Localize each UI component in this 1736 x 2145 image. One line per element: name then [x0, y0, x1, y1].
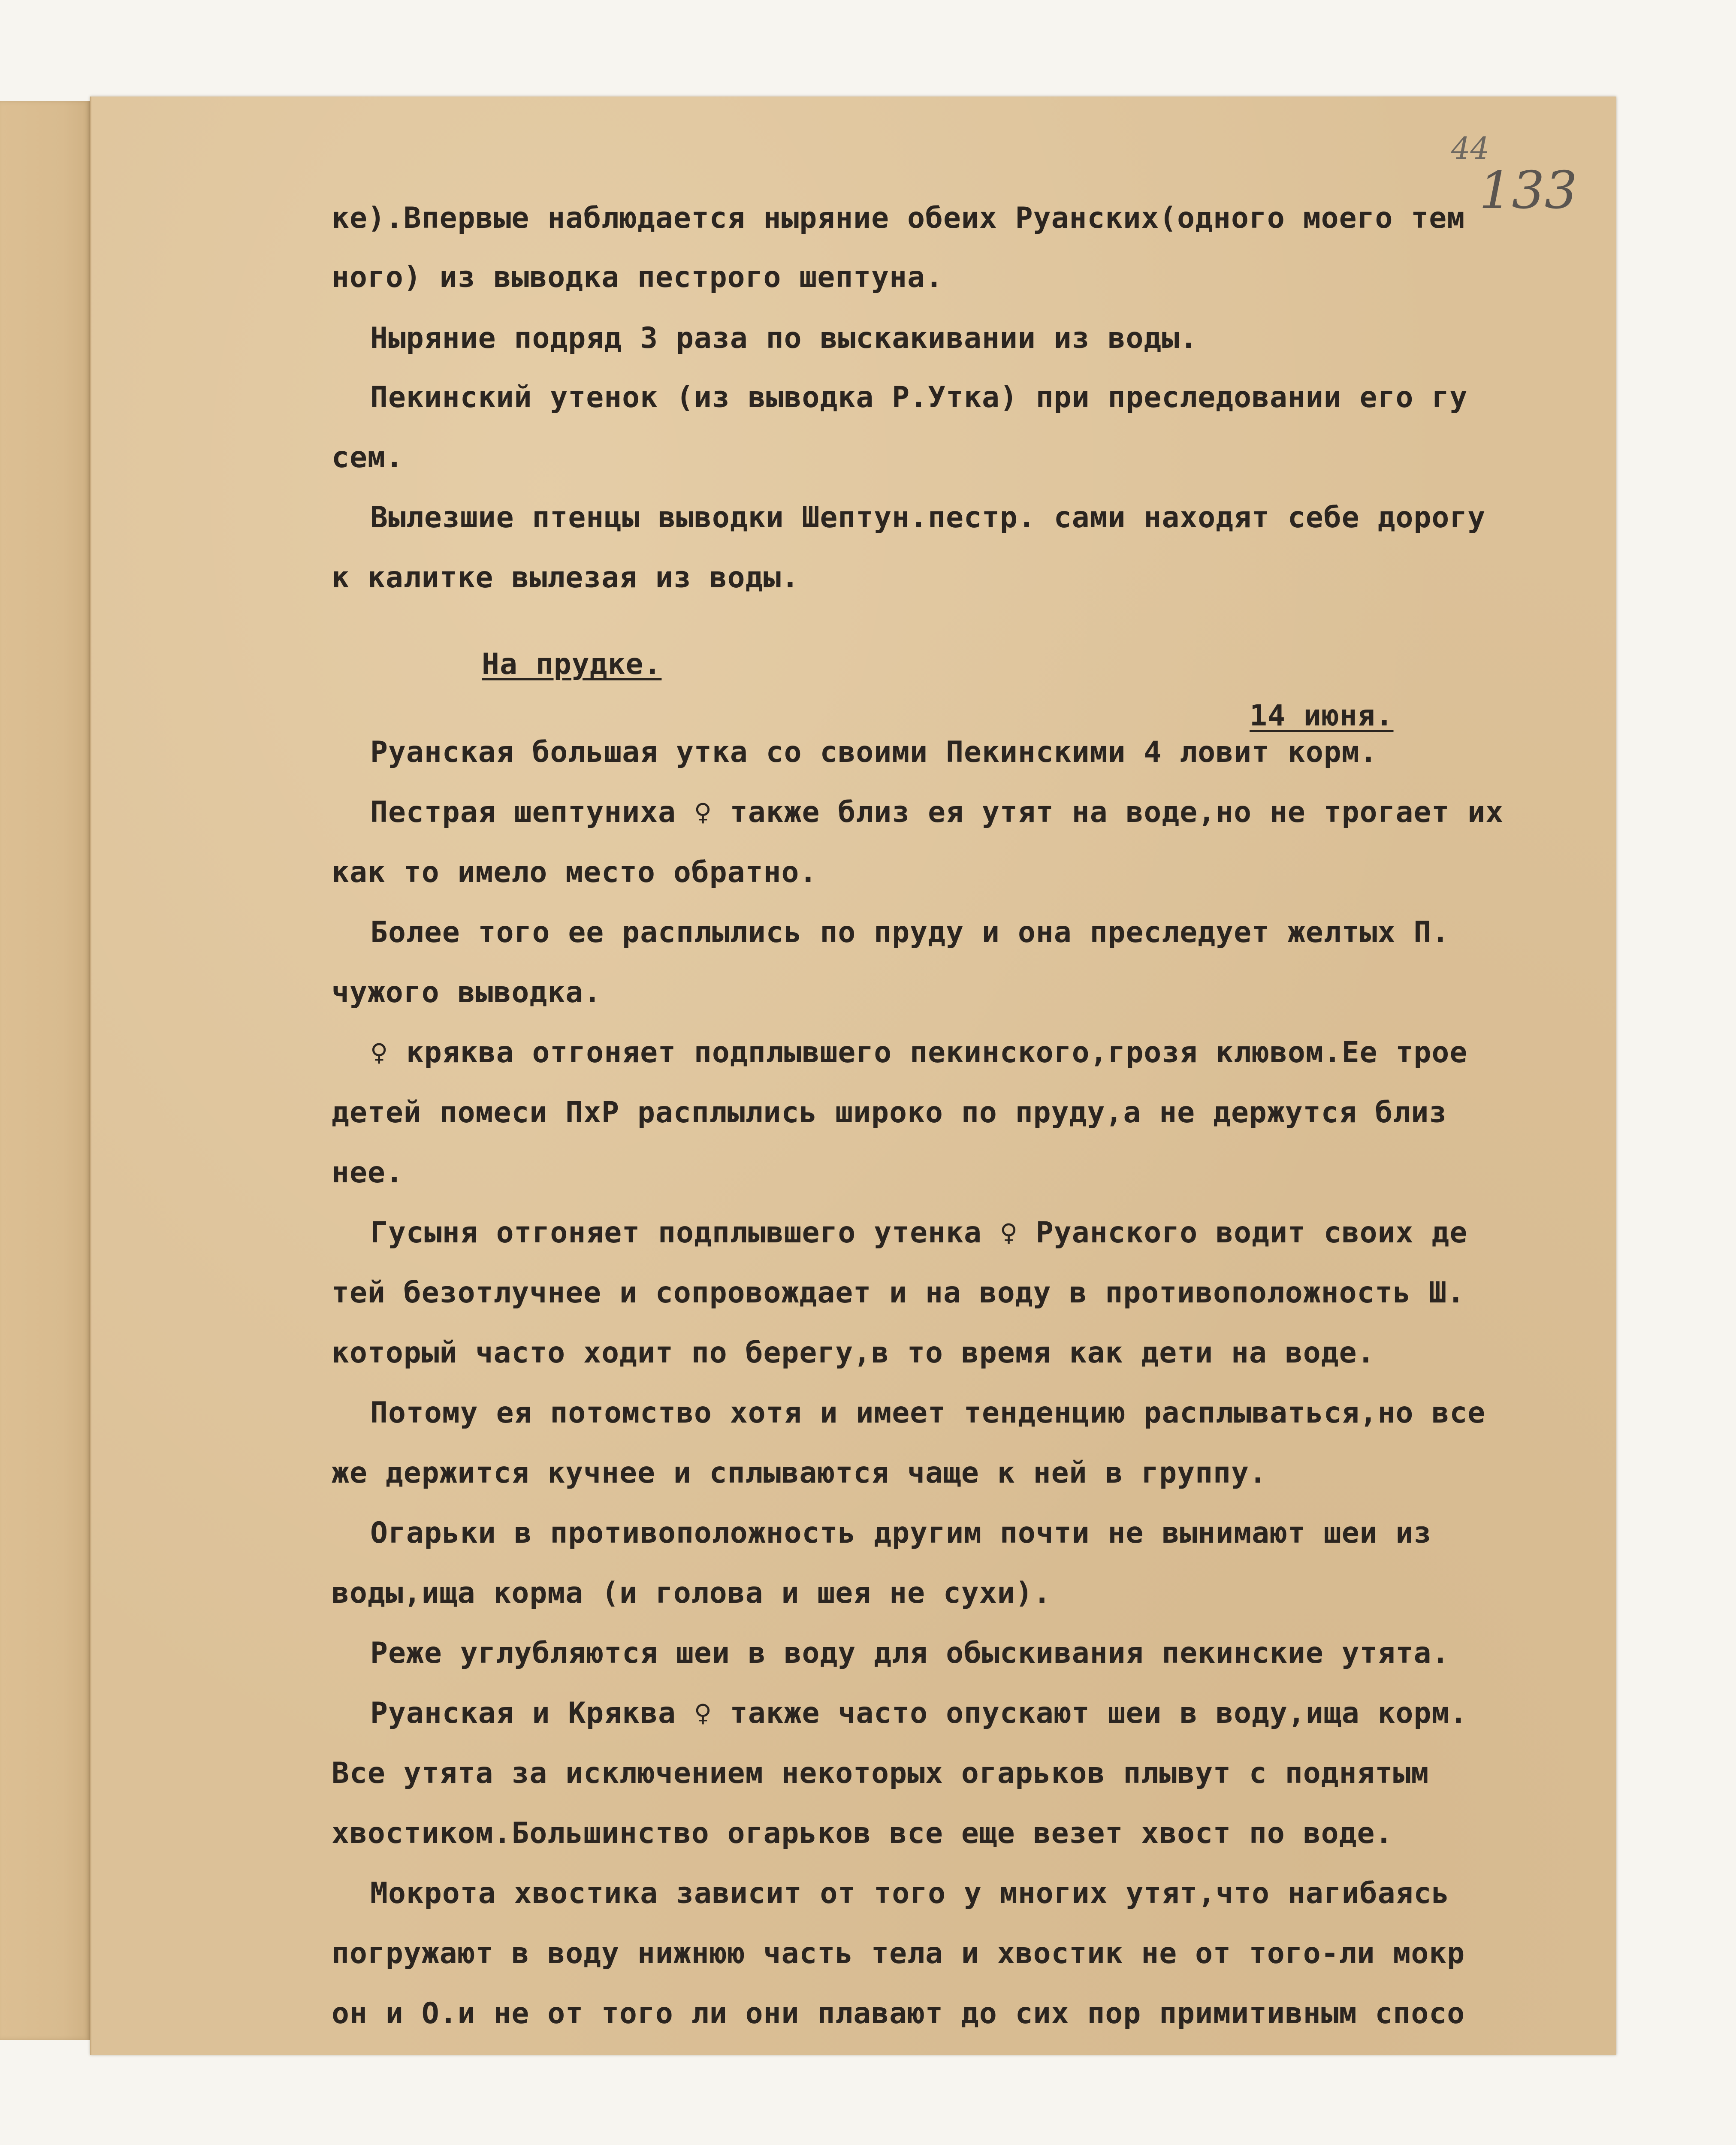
text-line: Руанская большая утка со своими Пекинскими 4 ловит корм. — [370, 735, 1378, 769]
text-line: ♀ кряква отгоняет подплывшего пекинского,грозя клювом.Ее трое — [370, 1036, 1468, 1069]
text-line: он и О.и не от того ли они плавают до сих пор примитивным спосо — [332, 1997, 1465, 2030]
text-line: хвостиком.Большинство огарьков все еще везет хвост по воде. — [332, 1816, 1393, 1850]
text-line: Пестрая шептуниха ♀ также близ ея утят на воде,но не трогает их — [370, 795, 1504, 829]
text-line: нее. — [332, 1156, 404, 1190]
left-page-edge — [0, 101, 90, 2040]
text-line: сем. — [332, 441, 404, 474]
text-line: ного) из выводка пестрого шептуна. — [332, 260, 943, 294]
text-line: как то имело место обратно. — [332, 855, 818, 889]
text-line: Ныряние подряд 3 раза по выскакивании из воды. — [370, 321, 1198, 355]
folio-large-number: 133 — [1479, 161, 1576, 221]
folio-small-number: 44 — [1451, 131, 1490, 166]
text-line: Реже углубляются шеи в воду для обыскивания пекинские утята. — [370, 1636, 1450, 1670]
text-line: Гусыня отгоняет подплывшего утенка ♀ Руанского водит своих де — [370, 1216, 1468, 1250]
text-line: детей помеси ПхР расплылись широко по пруду,а не держутся близ — [332, 1096, 1447, 1130]
text-line: чужого выводка. — [332, 976, 602, 1009]
text-line: Более того ее расплылись по пруду и она преследует желтых П. — [370, 915, 1450, 949]
section-heading: На прудке. — [482, 647, 662, 681]
text-line: Все утята за исключением некоторых огарьков плывут с поднятым — [332, 1756, 1429, 1790]
text-line: же держится кучнее и сплываются чаще к ней в группу. — [332, 1456, 1267, 1490]
text-line: который часто ходит по берегу,в то время как дети на воде. — [332, 1336, 1375, 1370]
text-line: к калитке вылезая из воды. — [332, 561, 800, 595]
text-line: воды,ища корма (и голова и шея не сухи). — [332, 1576, 1051, 1610]
entry-date: 14 июня. — [1250, 699, 1394, 733]
text-line: Мокрота хвостика зависит от того у многих утят,что нагибаясь — [370, 1876, 1450, 1910]
text-line: Огарьки в противоположность другим почти не вынимают шеи из — [370, 1516, 1432, 1550]
text-line: ке).Впервые наблюдается ныряние обеих Руанских(одного моего тем — [332, 201, 1465, 235]
text-line: погружают в воду нижнюю часть тела и хвостик не от того-ли мокр — [332, 1937, 1465, 1970]
text-line: Вылезшие птенцы выводки Шептун.пестр. сами находят себе дорогу — [370, 501, 1486, 535]
typewritten-page — [90, 97, 1616, 2055]
text-line: Пекинский утенок (из выводка Р.Утка) при преследовании его гу — [370, 381, 1468, 414]
text-line: тей безотлучнее и сопровождает и на воду в противоположность Ш. — [332, 1276, 1465, 1310]
text-line: Руанская и Кряква ♀ также часто опускают шеи в воду,ища корм. — [370, 1696, 1468, 1730]
text-line: Потому ея потомство хотя и имеет тенденцию расплываться,но все — [370, 1396, 1486, 1430]
